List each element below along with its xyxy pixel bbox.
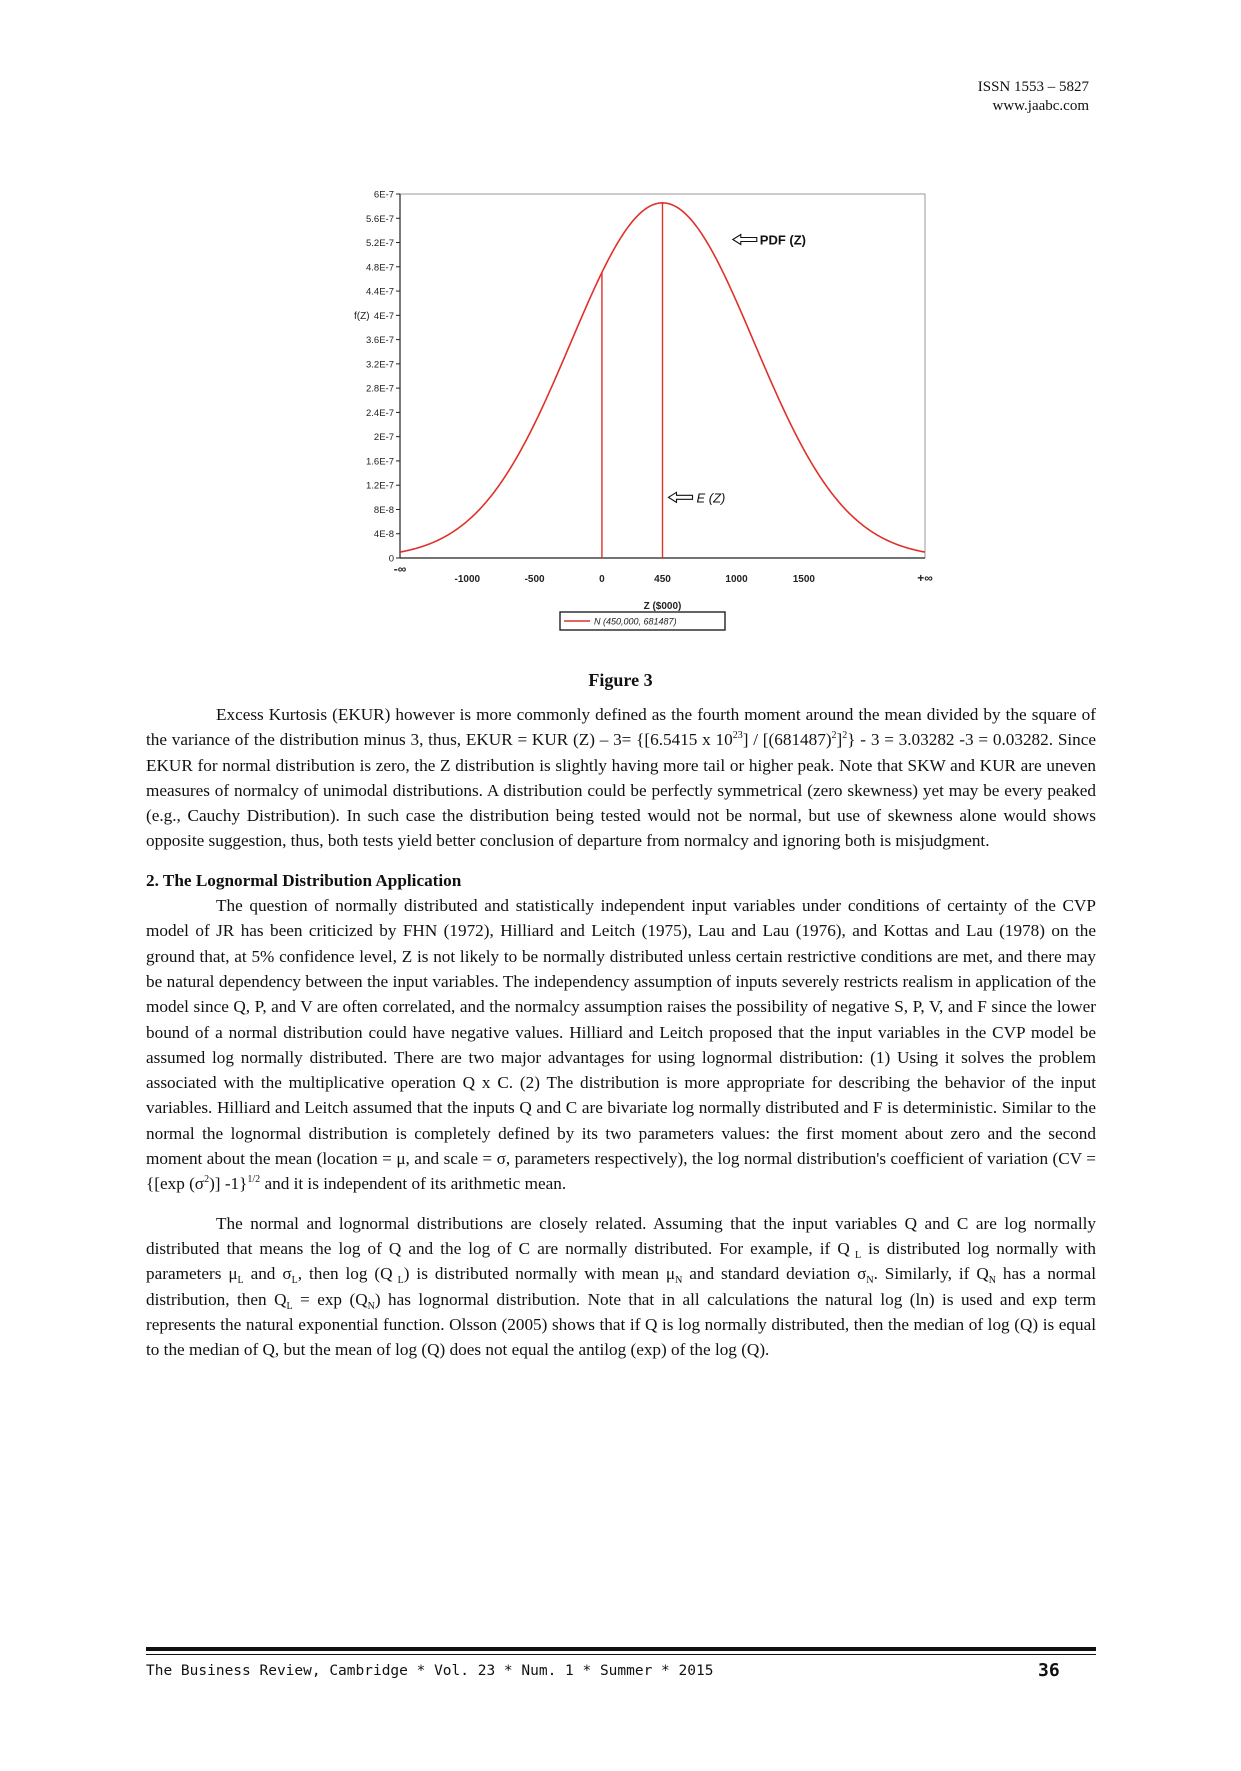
section-heading: 2. The Lognormal Distribution Application: [146, 870, 462, 890]
footer-rule-thin: [146, 1654, 1096, 1655]
y-tick-label: 5.6E-7: [366, 213, 394, 225]
legend-label: N (450,000, 681487): [594, 616, 677, 627]
paragraph-relation: The normal and lognormal distributions are closely related. Assuming that the input variables Q and C are log normally distributed that means the log of Q and the log of C are normally distributed. For example, if Q $_L$ is distributed log normally with parameters $\mu_L$ and $\sigma_L$, then log (Q $_L$) is distributed normally with mean $\mu_N$ and standard deviation $\sigma_N$. Similarly, if $Q_N$ has a normal distribution, then $Q_L = \exp (Q_N)$ has lognormal distribution. Note that in all calculations the natural log (ln) is used and exp term represents the natural exponential function. Olsson (2005) shows that if Q is log normally distributed, then the median of log (Q) is equal to the median of Q, but the mean of log (Q) does not equal the antilog (exp) of the log (Q).: [146, 1213, 1097, 1360]
y-tick-label: 5.2E-7: [366, 238, 394, 250]
pdf-arrow-icon: [733, 235, 757, 245]
y-tick-label: 1.6E-7: [366, 456, 394, 468]
figure-caption: Figure 3: [588, 670, 653, 690]
pdf-annotation: PDF (Z): [759, 232, 807, 248]
y-tick-label: 6E-7: [373, 189, 394, 201]
ez-arrow-icon: [669, 492, 693, 502]
x-axis-label: Z ($000): [643, 601, 682, 612]
paragraph-ekur: Excess Kurtosis (EKUR) however is more commonly defined as the fourth moment around the mean divided by the square of the variance of the distribution minus 3, thus, EKUR = KUR (Z) – 3= {[6.5415 x $10^{23}] / [(681487)^2]^2\} - 3 = 3.03282$ -3 = 0.03282. Since EKUR for normal distribution is zero, the Z distribution is slightly having more tail or higher peak. Note that SKW and KUR are uneven measures of normalcy of unimodal distributions. A distribution could be perfectly symmetrical (zero skewness) yet may be every peaked (e.g., Cauchy Distribution). In such case the distribution being tested would not be normal, but use of skewness alone would shows opposite suggestion, thus, both tests yield better conclusion of departure from normalcy and ignoring both is misjudgment.: [146, 705, 1096, 851]
x-tick-label: -1000: [454, 574, 481, 585]
y-tick-label: 8E-8: [373, 504, 394, 516]
page-number: 36: [1038, 1660, 1060, 1681]
y-tick-label: 3.6E-7: [366, 335, 394, 347]
normal-distribution-chart: [340, 182, 940, 642]
y-tick-label: 2E-7: [373, 432, 394, 444]
y-tick-label: 4.8E-7: [366, 262, 394, 274]
y-axis-label: f(Z): [354, 310, 370, 322]
paragraph-lognormal: The question of normally distributed and statistically independent input variables under conditions of certainty of the CVP model of JR has been criticized by FHN (1972), Hilliard and Leitch (1975), Lau and Lau (1976), and Kottas and Lau (1978) on the ground that, at 5% confidence level, Z is not likely to be normally distributed unless certain restrictive conditions are met, and there may be natural dependency between the input variables. The independency assumption of inputs severely restricts realism in application of the model since Q, P, and V are often correlated, and the normalcy assumption raises the possibility of negative S, P, V, and F since the lower bound of a normal distribution could have negative values. Hilliard and Leitch proposed that the input variables in the CVP model be assumed log normally distributed. There are two major advantages for using lognormal distribution: (1) Using it solves the problem associated with the multiplicative operation Q x C. (2) The distribution is more appropriate for describing the behavior of the input variables. Hilliard and Leitch assumed that the inputs Q and C are bivariate log normally distributed and F is deterministic. Similar to the normal the lognormal distribution is completely defined by its two parameters values: the first moment about zero and the second moment about the mean (location = μ, and scale = σ, parameters respectively), the log normal distribution's coefficient of variation (CV = {[exp $(\sigma^2)$] -1}$^{1/2}$ and it is independent of its arithmetic mean.: [146, 896, 1096, 1194]
website-text: www.jaabc.com: [992, 98, 1089, 114]
x-tick-label: 0: [599, 574, 605, 585]
x-tick-label: 1500: [792, 574, 815, 585]
ez-annotation: E (Z): [696, 490, 726, 506]
issn-text: ISSN 1553 – 5827: [977, 79, 1089, 95]
y-tick-label: 3.2E-7: [366, 359, 394, 371]
x-tick-label: -500: [524, 574, 545, 585]
y-tick-label: 4E-7: [373, 310, 394, 322]
footer-journal: The Business Review, Cambridge * Vol. 23 * Num. 1 * Summer * 2015: [146, 1663, 714, 1679]
x-tick-label: 1000: [725, 574, 748, 585]
x-tick-label: -∞: [393, 562, 407, 576]
y-tick-label: 2.4E-7: [366, 407, 394, 419]
page-header: [978, 78, 1089, 116]
x-tick-label: +∞: [917, 571, 933, 585]
footer-rule-thick: [146, 1647, 1096, 1651]
article-body: [146, 702, 1096, 1362]
y-tick-label: 4E-8: [373, 529, 394, 541]
y-tick-label: 0: [388, 553, 394, 565]
y-tick-label: 4.4E-7: [366, 286, 394, 298]
x-tick-label: 450: [654, 574, 671, 585]
y-tick-label: 2.8E-7: [366, 383, 394, 395]
y-tick-label: 1.2E-7: [366, 480, 394, 492]
